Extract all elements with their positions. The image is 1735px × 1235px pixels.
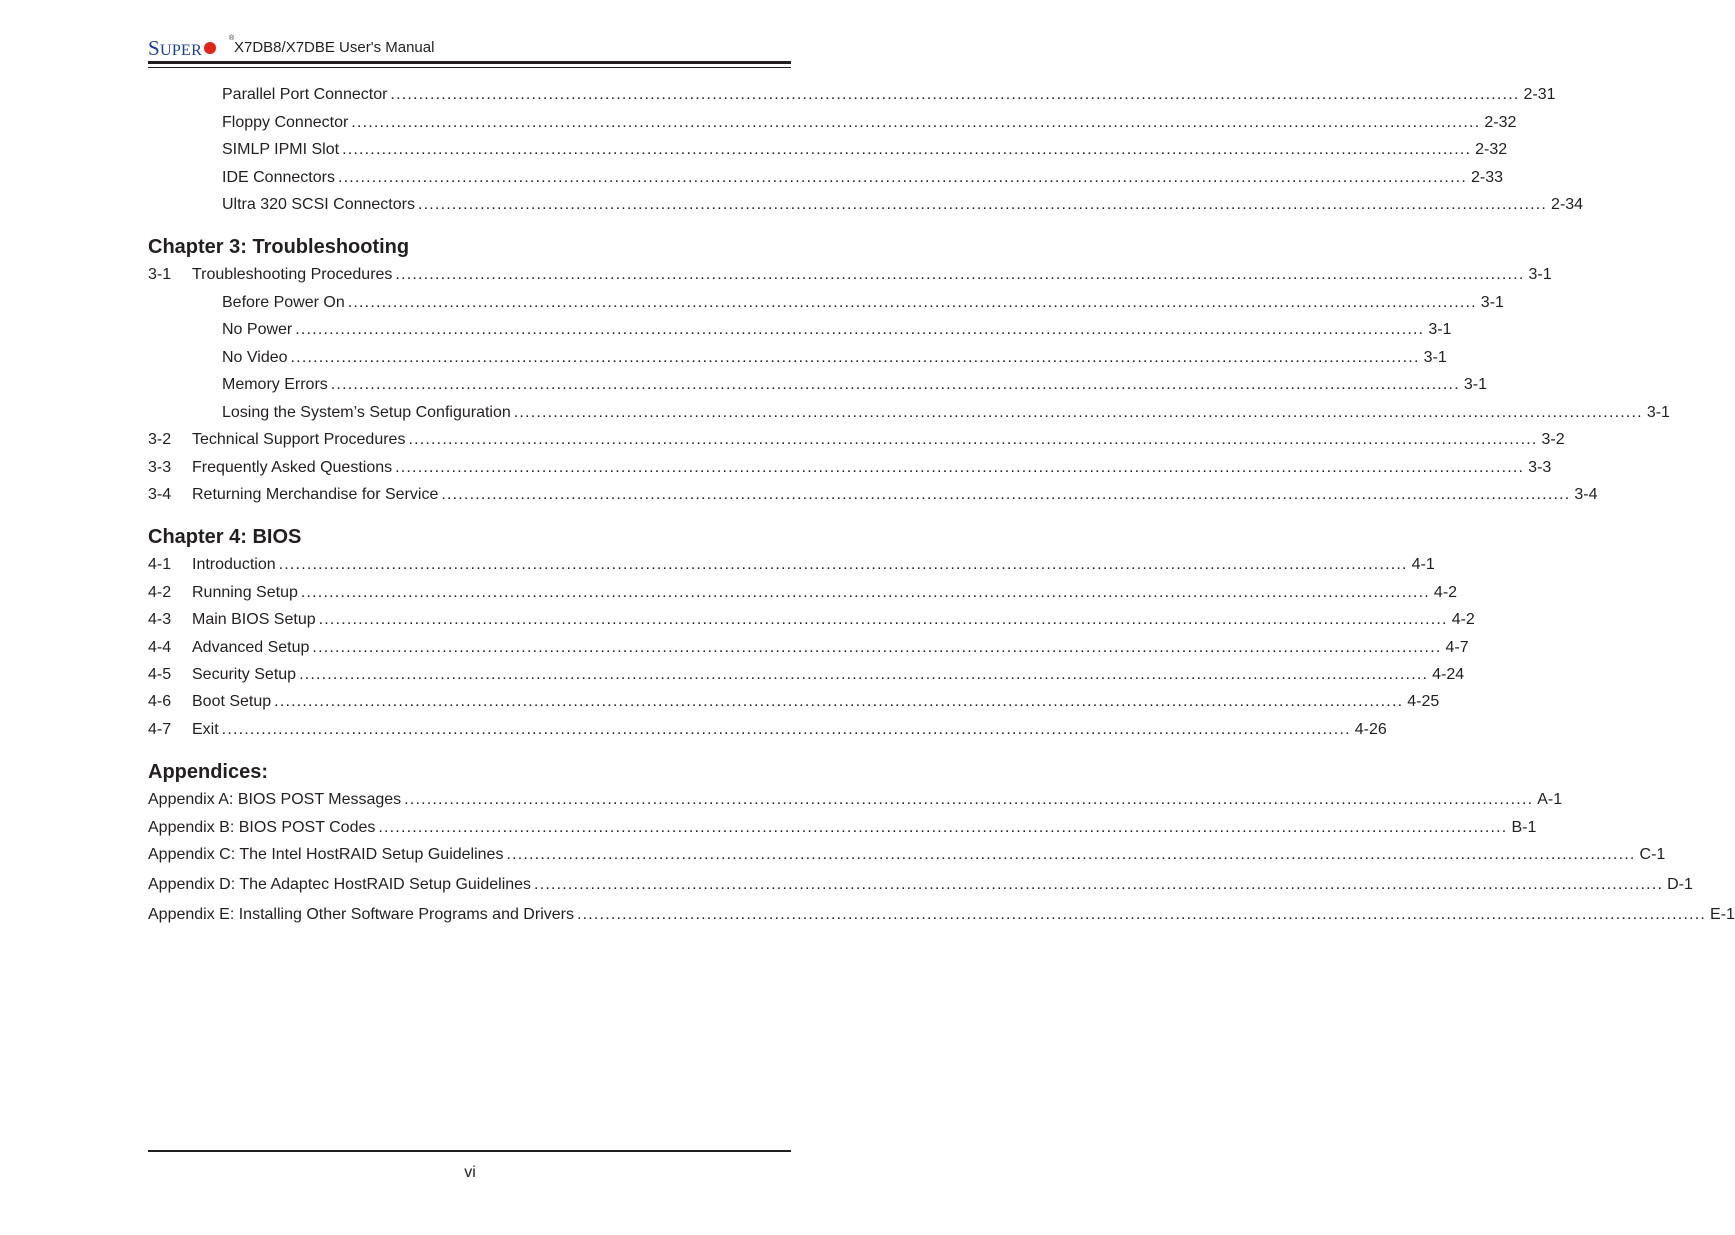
toc-entry-title: Appendix E: Installing Other Software Programs and Drivers bbox=[148, 906, 574, 923]
toc-entry-title: Floppy Connector bbox=[222, 114, 349, 131]
toc-entry-title: IDE Connectors bbox=[222, 169, 335, 186]
toc-entry-page: 3-1 bbox=[1463, 376, 1487, 393]
dot-leader: ........................................................................................................................................................................................................ bbox=[295, 321, 1425, 338]
toc-entry-page: 4-1 bbox=[1411, 556, 1435, 573]
toc-entry-4-7[interactable] bbox=[148, 720, 1387, 740]
dot-leader: ........................................................................................................................................................................................................ bbox=[299, 666, 1429, 683]
dot-leader: ........................................................................................................................................................................................................ bbox=[395, 459, 1525, 476]
toc-entry-title: Losing the System’s Setup Configuration bbox=[222, 404, 511, 421]
appendices-heading: Appendices: bbox=[148, 761, 269, 783]
toc-entry-no-power[interactable] bbox=[222, 320, 1452, 340]
toc-entry-number: 4-1 bbox=[148, 556, 172, 573]
toc-entry-4-5[interactable] bbox=[148, 665, 1465, 685]
dot-leader: ........................................................................................................................................................................................................ bbox=[513, 404, 1643, 421]
toc-entry-page: 2-34 bbox=[1551, 196, 1584, 213]
toc-entry-parallel-port[interactable] bbox=[222, 85, 1556, 105]
toc-entry-number: 3-3 bbox=[148, 459, 172, 476]
toc-entry-no-video[interactable] bbox=[222, 348, 1447, 368]
toc-entry-page: 3-3 bbox=[1528, 459, 1552, 476]
toc-entry-appendix-d[interactable] bbox=[148, 875, 1693, 895]
toc-entry-title: Frequently Asked Questions bbox=[192, 459, 393, 476]
dot-leader: ........................................................................................................................................................................................................ bbox=[330, 376, 1460, 393]
document-title: X7DB8/X7DBE User's Manual bbox=[234, 39, 435, 56]
toc-entry-number: 4-7 bbox=[148, 721, 172, 738]
toc-entry-page: 4-2 bbox=[1433, 584, 1458, 601]
toc-entry-page: 3-1 bbox=[1428, 321, 1452, 338]
toc-entry-losing-setup[interactable] bbox=[222, 403, 1670, 423]
dot-leader: ........................................................................................................................................................................................................ bbox=[506, 846, 1636, 863]
toc-entry-page: C-1 bbox=[1639, 846, 1666, 863]
toc-entry-title: Appendix A: BIOS POST Messages bbox=[148, 791, 402, 808]
toc-entry-page: 3-2 bbox=[1541, 431, 1565, 448]
toc-entry-page: 2-31 bbox=[1523, 86, 1556, 103]
toc-entry-page: 3-4 bbox=[1574, 486, 1598, 503]
toc-entry-page: 4-26 bbox=[1354, 721, 1387, 738]
toc-entry-title: Main BIOS Setup bbox=[192, 611, 316, 628]
toc-entry-appendix-c[interactable] bbox=[148, 845, 1666, 865]
toc-entry-title: Advanced Setup bbox=[192, 639, 310, 656]
dot-leader: ........................................................................................................................................................................................................ bbox=[278, 556, 1408, 573]
header-rule-thick bbox=[148, 61, 791, 64]
supermicro-logo: SUPER bbox=[148, 36, 216, 63]
toc-entry-appendix-e[interactable] bbox=[148, 905, 1735, 925]
dot-leader: ........................................................................................................................................................................................................ bbox=[395, 266, 1525, 283]
toc-entry-title: SIMLP IPMI Slot bbox=[222, 141, 340, 158]
toc-entry-number: 3-2 bbox=[148, 431, 172, 448]
dot-leader: ........................................................................................................................................................................................................ bbox=[390, 86, 1520, 103]
page-header bbox=[148, 33, 791, 73]
dot-leader: ........................................................................................................................................................................................................ bbox=[221, 721, 1351, 738]
toc-entry-scsi[interactable] bbox=[222, 195, 1584, 215]
toc-entry-page: 3-1 bbox=[1480, 294, 1504, 311]
chapter-3-heading: Chapter 3: Troubleshooting bbox=[148, 236, 410, 258]
dot-leader: ........................................................................................................................................................................................................ bbox=[417, 196, 1548, 213]
toc-entry-title: No Power bbox=[222, 321, 293, 338]
toc-entry-page: 3-1 bbox=[1646, 404, 1670, 421]
toc-entry-title: Appendix D: The Adaptec HostRAID Setup Guidelines bbox=[148, 876, 532, 893]
toc-entry-title: Memory Errors bbox=[222, 376, 328, 393]
toc-entry-appendix-b[interactable] bbox=[148, 818, 1537, 838]
toc-entry-page: 2-32 bbox=[1484, 114, 1517, 131]
toc-entry-title: Appendix B: BIOS POST Codes bbox=[148, 819, 376, 836]
dot-leader: ........................................................................................................................................................................................................ bbox=[318, 611, 1448, 628]
dot-leader: ........................................................................................................................................................................................................ bbox=[404, 791, 1534, 808]
toc-entry-title: Parallel Port Connector bbox=[222, 86, 388, 103]
toc-entry-title: Appendix C: The Intel HostRAID Setup Guidelines bbox=[148, 846, 504, 863]
toc-entry-page: E-1 bbox=[1710, 906, 1735, 923]
dot-leader: ........................................................................................................................................................................................................ bbox=[576, 906, 1707, 923]
toc-entry-page: 3-1 bbox=[1423, 349, 1447, 366]
toc-entry-title: Security Setup bbox=[192, 666, 297, 683]
registered-mark: ® bbox=[229, 35, 235, 42]
toc-entry-3-4[interactable] bbox=[148, 485, 1598, 505]
toc-entry-number: 4-6 bbox=[148, 693, 172, 710]
toc-entry-page: 3-1 bbox=[1528, 266, 1552, 283]
toc-entry-4-4[interactable] bbox=[148, 638, 1469, 658]
toc-entry-title: No Video bbox=[222, 349, 288, 366]
toc-entry-title: Exit bbox=[192, 721, 219, 738]
toc-entry-4-1[interactable] bbox=[148, 555, 1435, 575]
dot-leader: ........................................................................................................................................................................................................ bbox=[290, 349, 1420, 366]
toc-entry-title: Before Power On bbox=[222, 294, 345, 311]
dot-leader: ........................................................................................................................................................................................................ bbox=[408, 431, 1538, 448]
toc-entry-page: 2-32 bbox=[1475, 141, 1508, 158]
toc-entry-3-2[interactable] bbox=[148, 430, 1565, 450]
toc-entry-page: 4-7 bbox=[1445, 639, 1469, 656]
toc-entry-4-2[interactable] bbox=[148, 583, 1458, 603]
toc-entry-floppy[interactable] bbox=[222, 113, 1517, 133]
toc-entry-simlp[interactable] bbox=[222, 140, 1508, 160]
footer-rule bbox=[148, 1150, 791, 1152]
toc-entry-page: 2-33 bbox=[1471, 169, 1504, 186]
toc-entry-memory-errors[interactable] bbox=[222, 375, 1487, 395]
toc-entry-page: 4-25 bbox=[1407, 693, 1440, 710]
toc-entry-number: 3-4 bbox=[148, 486, 172, 503]
dot-leader: ........................................................................................................................................................................................................ bbox=[337, 169, 1467, 186]
toc-entry-number: 3-1 bbox=[148, 266, 172, 283]
toc-entry-title: Returning Merchandise for Service bbox=[192, 486, 439, 503]
dot-leader: ........................................................................................................................................................................................................ bbox=[351, 114, 1481, 131]
toc-entry-appendix-a[interactable] bbox=[148, 790, 1563, 810]
toc-entry-number: 4-2 bbox=[148, 584, 172, 601]
toc-entry-title: Ultra 320 SCSI Connectors bbox=[222, 196, 415, 213]
toc-entry-number: 4-3 bbox=[148, 611, 172, 628]
toc-entry-page: 4-2 bbox=[1451, 611, 1475, 628]
dot-leader: ........................................................................................................................................................................................................ bbox=[347, 294, 1477, 311]
toc-entry-title: Troubleshooting Procedures bbox=[192, 266, 393, 283]
chapter-4-heading: Chapter 4: BIOS bbox=[148, 526, 302, 548]
toc-entry-4-6[interactable] bbox=[148, 692, 1440, 712]
dot-leader: ........................................................................................................................................................................................................ bbox=[274, 693, 1404, 710]
toc-entry-page: A-1 bbox=[1537, 791, 1563, 808]
toc-entry-ide[interactable] bbox=[222, 168, 1504, 188]
dot-leader: ........................................................................................................................................................................................................ bbox=[300, 584, 1430, 601]
toc-entry-title: Introduction bbox=[192, 556, 276, 573]
logo-red-dot-icon bbox=[204, 42, 216, 54]
toc-entry-title: Boot Setup bbox=[192, 693, 272, 710]
dot-leader: ........................................................................................................................................................................................................ bbox=[342, 141, 1472, 158]
toc-entry-3-1[interactable] bbox=[148, 265, 1552, 285]
toc-entry-page: D-1 bbox=[1667, 876, 1693, 893]
toc-entry-page: 4-24 bbox=[1432, 666, 1465, 683]
dot-leader: ........................................................................................................................................................................................................ bbox=[441, 486, 1571, 503]
toc-entry-4-3[interactable] bbox=[148, 610, 1475, 630]
toc-entry-number: 4-5 bbox=[148, 666, 172, 683]
dot-leader: ........................................................................................................................................................................................................ bbox=[378, 819, 1508, 836]
toc-entry-before-power-on[interactable] bbox=[222, 293, 1504, 313]
toc-entry-title: Technical Support Procedures bbox=[192, 431, 406, 448]
dot-leader: ........................................................................................................................................................................................................ bbox=[312, 639, 1442, 656]
toc-entry-page: B-1 bbox=[1511, 819, 1537, 836]
page-number: vi bbox=[464, 1164, 476, 1181]
toc-entry-title: Running Setup bbox=[192, 584, 298, 601]
header-rule-thin bbox=[148, 67, 791, 68]
dot-leader: ........................................................................................................................................................................................................ bbox=[534, 876, 1664, 893]
toc-entry-number: 4-4 bbox=[148, 639, 172, 656]
toc-entry-3-3[interactable] bbox=[148, 458, 1552, 478]
